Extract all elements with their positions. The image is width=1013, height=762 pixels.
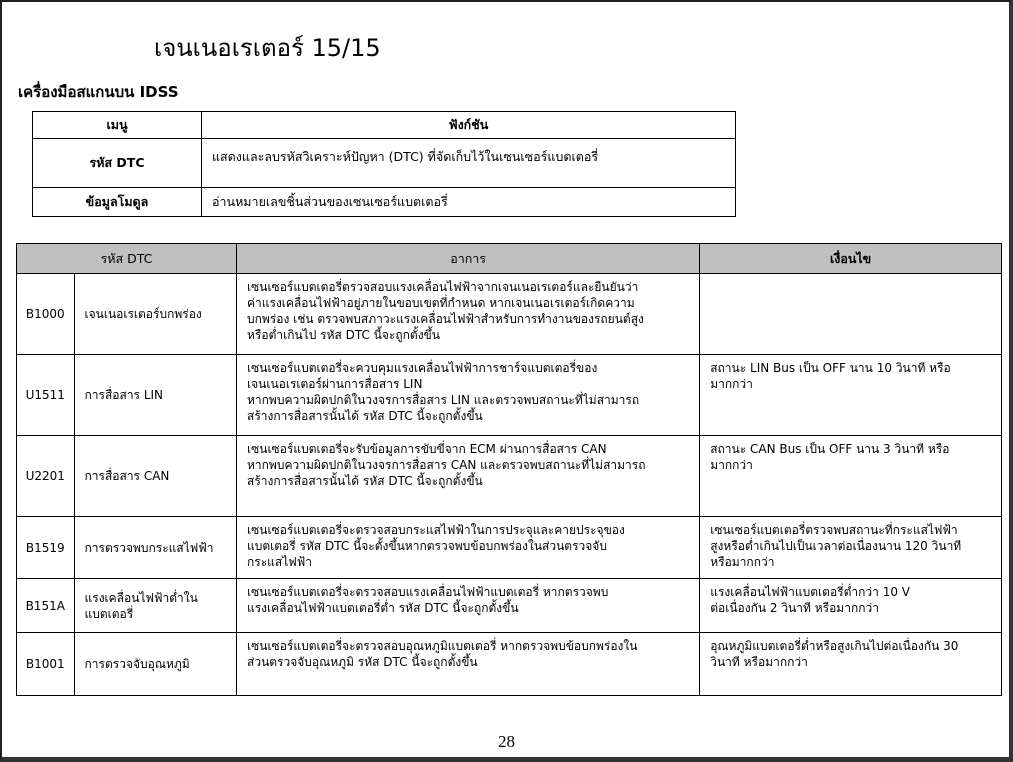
condition-line: สถานะ LIN Bus เป็น OFF นาน 10 วินาที หรือ	[710, 361, 951, 375]
condition-line: วินาที หรือมากกว่า	[710, 655, 808, 669]
symptom-line: เซนเซอร์แบตเตอรี่ตรวจสอบแรงเคลื่อนไฟฟ้าจากเจนเนอเรเตอร์และยืนยันว่า	[247, 280, 639, 294]
symptom-line: เซนเซอร์แบตเตอรี่จะควบคุมแรงเคลื่อนไฟฟ้าการชาร์จแบตเตอรี่ของ	[247, 361, 598, 375]
dtc-code-cell: U1511	[17, 355, 75, 436]
dtc-code-cell: B151A	[17, 579, 75, 633]
dtc-code-cell: B1001	[17, 633, 75, 696]
dtc-row	[17, 355, 1002, 436]
condition-cell	[700, 579, 1002, 633]
condition-line: สถานะ CAN Bus เป็น OFF นาน 3 วินาที หรือ	[710, 442, 950, 456]
symptom-line: หรือต่ำเกินไป รหัส DTC นี้จะถูกตั้งขึ้น	[247, 328, 440, 342]
condition-cell	[700, 436, 1002, 517]
symptom-line: เซนเซอร์แบตเตอรี่จะตรวจสอบอุณหภูมิแบตเตอรี่ หากตรวจพบข้อบกพร่องใน	[247, 639, 638, 653]
condition-line: มากกว่า	[710, 377, 753, 391]
symptom-line: ส่วนตรวจจับอุณหภูมิ รหัส DTC นี้จะถูกตั้งขึ้น	[247, 655, 478, 669]
dtc-name-cell: การสื่อสาร LIN	[74, 355, 236, 436]
dtc-name-cell: การสื่อสาร CAN	[74, 436, 236, 517]
symptom-line: เซนเซอร์แบตเตอรี่จะตรวจสอบกระแสไฟฟ้าในการประจุและคายประจุของ	[247, 523, 625, 537]
symptom-cell	[237, 517, 700, 579]
condition-cell	[700, 633, 1002, 696]
symptom-cell	[237, 579, 700, 633]
symptom-header: อาการ	[237, 244, 700, 274]
dtc-table-header-row	[17, 244, 1002, 274]
dtc-row	[17, 274, 1002, 355]
dtc-name-cell	[74, 579, 236, 633]
page-number: 28	[498, 732, 515, 751]
symptom-line: แรงเคลื่อนไฟฟ้าแบตเตอรี่ต่ำ รหัส DTC นี้จะถูกตั้งขึ้น	[247, 601, 519, 615]
section-heading: เครื่องมือสแกนบน IDSS	[18, 83, 179, 101]
symptom-cell	[237, 633, 700, 696]
dtc-table	[16, 243, 1002, 696]
symptom-line: แบตเตอรี่ รหัส DTC นี้จะตั้งขึ้นหากตรวจพบข้อบกพร่องในส่วนตรวจจับ	[247, 539, 607, 553]
condition-line: หรือมากกว่า	[710, 555, 775, 569]
dtc-code-cell: U2201	[17, 436, 75, 517]
symptom-line: หากพบความผิดปกติในวงจรการสื่อสาร CAN และตรวจพบสถานะที่ไม่สามารถ	[247, 458, 646, 472]
menu-table-row	[33, 139, 736, 188]
dtc-code-cell: B1519	[17, 517, 75, 579]
symptom-line: สร้างการสื่อสารนั้นได้ รหัส DTC นี้จะถูกตั้งขึ้น	[247, 474, 483, 488]
page-title: เจนเนอเรเตอร์ 15/15	[154, 34, 381, 62]
condition-line: แรงเคลื่อนไฟฟ้าแบตเตอรี่ต่ำกว่า 10 V	[710, 585, 910, 599]
condition-cell	[700, 517, 1002, 579]
symptom-line: เซนเซอร์แบตเตอรี่จะรับข้อมูลการขับขี่จาก ECM ผ่านการสื่อสาร CAN	[247, 442, 607, 456]
symptom-cell	[237, 355, 700, 436]
condition-header: เงื่อนไข	[700, 244, 1002, 274]
symptom-line: หากพบความผิดปกติในวงจรการสื่อสาร LIN และตรวจพบสถานะที่ไม่สามารถ	[247, 393, 640, 407]
condition-line: เซนเซอร์แบตเตอรี่ตรวจพบสถานะที่กระแสไฟฟ้า	[710, 523, 958, 537]
dtc-row	[17, 633, 1002, 696]
symptom-line: กระแสไฟฟ้า	[247, 555, 312, 569]
dtc-row	[17, 579, 1002, 633]
symptom-cell	[237, 274, 700, 355]
dtc-row	[17, 517, 1002, 579]
function-cell: แสดงและลบรหัสวิเคราะห์ปัญหา (DTC) ที่จัดเก็บไว้ในเซนเซอร์แบตเตอรี่	[202, 139, 736, 188]
symptom-line: ค่าแรงเคลื่อนไฟฟ้าอยู่ภายในขอบเขตที่กำหนด หากเจนเนอเรเตอร์เกิดความ	[247, 296, 635, 310]
menu-header: เมนู	[33, 112, 202, 139]
function-header: ฟังก์ชัน	[202, 112, 736, 139]
dtc-header: รหัส DTC	[17, 244, 237, 274]
menu-table-header-row	[33, 112, 736, 139]
condition-cell	[700, 274, 1002, 355]
condition-line: ต่อเนื่องกัน 2 วินาที หรือมากกว่า	[710, 601, 879, 615]
menu-function-table	[32, 111, 736, 217]
dtc-name-line: แบตเตอรี่	[84, 606, 134, 621]
dtc-name-cell: เจนเนอเรเตอร์บกพร่อง	[74, 274, 236, 355]
dtc-name-cell: การตรวจพบกระแสไฟฟ้า	[74, 517, 236, 579]
dtc-name-line: แรงเคลื่อนไฟฟ้าต่ำใน	[84, 590, 198, 605]
dtc-row	[17, 436, 1002, 517]
condition-cell	[700, 355, 1002, 436]
dtc-code-cell: B1000	[17, 274, 75, 355]
menu-table-row	[33, 188, 736, 217]
condition-line: สูงหรือต่ำเกินไปเป็นเวลาต่อเนื่องนาน 120 วินาที	[710, 539, 962, 553]
condition-line: อุณหภูมิแบตเตอรี่ต่ำหรือสูงเกินไปต่อเนื่องกัน 30	[710, 639, 959, 653]
symptom-line: เจนเนอเรเตอร์ผ่านการสื่อสาร LIN	[247, 377, 423, 391]
function-cell: อ่านหมายเลขชิ้นส่วนของเซนเซอร์แบตเตอรี่	[202, 188, 736, 217]
menu-cell: รหัส DTC	[33, 139, 202, 188]
symptom-cell	[237, 436, 700, 517]
symptom-line: สร้างการสื่อสารนั้นได้ รหัส DTC นี้จะถูกตั้งขึ้น	[247, 409, 483, 423]
condition-line: มากกว่า	[710, 458, 753, 472]
symptom-line: เซนเซอร์แบตเตอรี่จะตรวจสอบแรงเคลื่อนไฟฟ้าแบตเตอรี่ หากตรวจพบ	[247, 585, 609, 599]
menu-cell: ข้อมูลโมดูล	[33, 188, 202, 217]
symptom-line: บกพร่อง เช่น ตรวจพบสภาวะแรงเคลื่อนไฟฟ้าสำหรับการทำงานของรถยนต์สูง	[247, 312, 644, 326]
dtc-name-cell: การตรวจจับอุณหภูมิ	[74, 633, 236, 696]
